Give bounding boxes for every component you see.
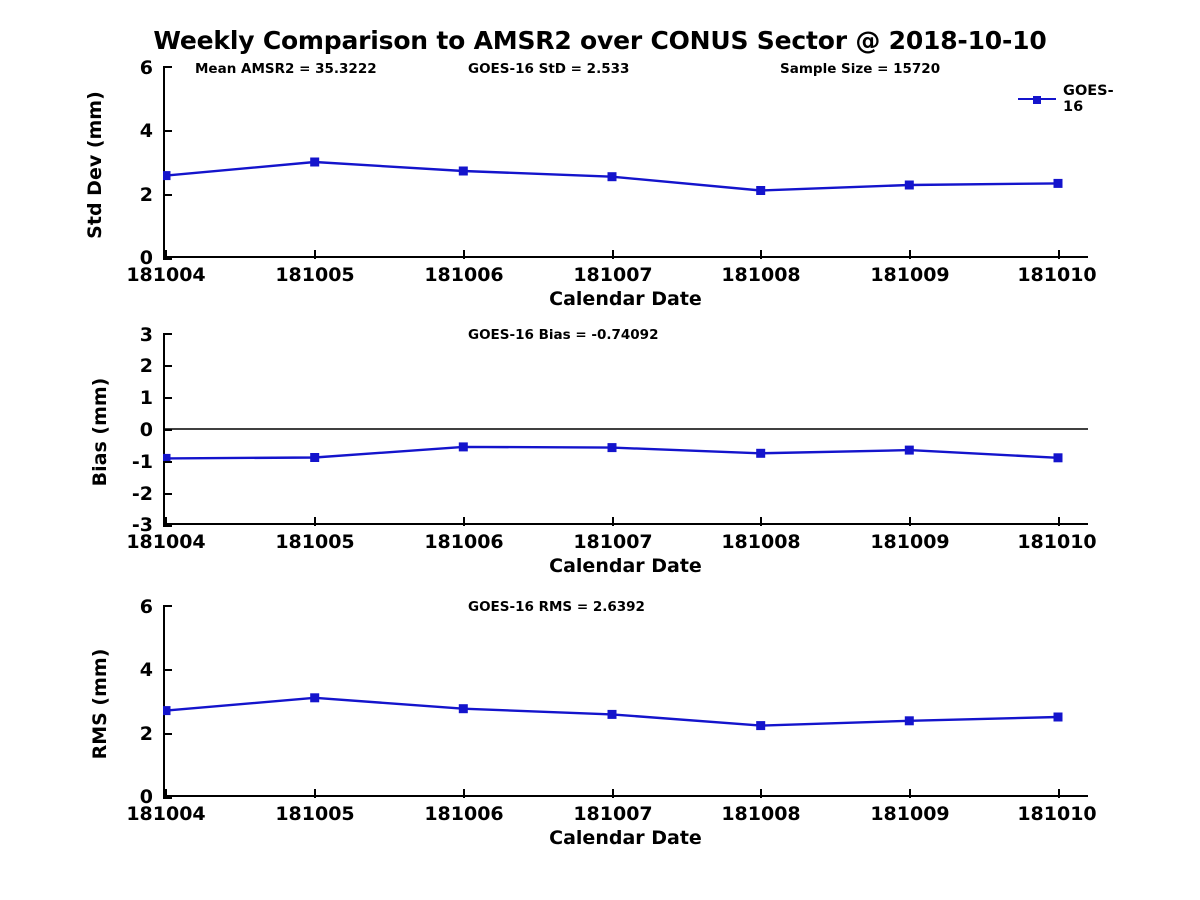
annotation-bias: GOES-16 Bias = -0.74092 (468, 327, 659, 343)
ytick-label-bias-m1: -1 (131, 451, 153, 473)
xtick-label-bias-0: 181004 (126, 531, 206, 553)
xtick-mark (909, 517, 911, 526)
xtick-label-std-1: 181005 (275, 264, 355, 286)
ytick-label-rms-6: 6 (139, 596, 153, 618)
xtick-label-rms-4: 181008 (721, 803, 801, 825)
annotation-mean-amsr2: Mean AMSR2 = 35.3222 (195, 61, 377, 77)
xtick-mark (165, 517, 167, 526)
xtick-mark (314, 250, 316, 259)
ytick-label-std-6: 6 (139, 57, 153, 79)
ytick-label-bias-m2: -2 (131, 483, 153, 505)
xtick-mark (909, 250, 911, 259)
ytick-label-bias-1: 1 (139, 387, 153, 409)
xtick-mark (314, 517, 316, 526)
xtick-label-rms-0: 181004 (126, 803, 206, 825)
ytick-mark (163, 130, 172, 132)
annotation-sample-size: Sample Size = 15720 (780, 61, 941, 77)
xtick-label-bias-5: 181009 (870, 531, 950, 553)
series-line-std-dev (163, 66, 1088, 258)
axis-label-y-bias: Bias (mm) (89, 377, 111, 487)
series-line-rms (163, 605, 1088, 797)
xtick-label-std-4: 181008 (721, 264, 801, 286)
page-title: Weekly Comparison to AMSR2 over CONUS Sector @ 2018-10-10 (153, 26, 1047, 55)
xtick-mark (1058, 517, 1060, 526)
ytick-mark (163, 66, 172, 68)
xtick-label-std-2: 181006 (424, 264, 504, 286)
panel-bias (89, 324, 1097, 577)
xtick-mark (165, 789, 167, 798)
ytick-mark (163, 365, 172, 367)
xtick-mark (314, 789, 316, 798)
xtick-mark (612, 517, 614, 526)
ytick-mark (163, 194, 172, 196)
ytick-mark (163, 733, 172, 735)
ytick-label-bias-0: 0 (139, 419, 153, 441)
xtick-label-bias-2: 181006 (424, 531, 504, 553)
xtick-label-bias-4: 181008 (721, 531, 801, 553)
axis-label-x-rms: Calendar Date (549, 827, 702, 849)
xtick-label-bias-1: 181005 (275, 531, 355, 553)
ytick-label-bias-2: 2 (139, 355, 153, 377)
series-line-bias (163, 333, 1088, 525)
ytick-mark (163, 333, 172, 335)
axis-label-y-rms: RMS (mm) (89, 648, 111, 760)
xtick-label-std-6: 181010 (1017, 264, 1097, 286)
xtick-mark (612, 789, 614, 798)
xtick-label-std-5: 181009 (870, 264, 950, 286)
xtick-mark (760, 517, 762, 526)
xtick-mark (909, 789, 911, 798)
xtick-mark (760, 250, 762, 259)
xtick-label-bias-6: 181010 (1017, 531, 1097, 553)
xtick-mark (1058, 789, 1060, 798)
xtick-mark (760, 789, 762, 798)
ytick-mark (163, 669, 172, 671)
xtick-label-std-3: 181007 (573, 264, 653, 286)
xtick-label-rms-2: 181006 (424, 803, 504, 825)
panel-rms (89, 596, 1097, 849)
legend (1018, 83, 1122, 115)
ytick-mark (163, 397, 172, 399)
xtick-mark (463, 250, 465, 259)
xtick-label-rms-3: 181007 (573, 803, 653, 825)
xtick-mark (165, 250, 167, 259)
ytick-label-rms-0: 0 (139, 786, 153, 808)
xtick-label-std-0: 181004 (126, 264, 206, 286)
ytick-label-bias-3: 3 (139, 324, 153, 346)
axis-label-y-std-dev: Std Dev (mm) (84, 91, 106, 239)
ytick-mark (163, 605, 172, 607)
xtick-label-bias-3: 181007 (573, 531, 653, 553)
ytick-label-rms-4: 4 (139, 659, 153, 681)
ytick-label-std-2: 2 (139, 184, 153, 206)
panel-std-dev (84, 57, 1114, 310)
legend-line-icon (1018, 98, 1056, 100)
axis-label-x-std-dev: Calendar Date (549, 288, 702, 310)
xtick-label-rms-5: 181009 (870, 803, 950, 825)
xtick-mark (612, 250, 614, 259)
xtick-mark (463, 517, 465, 526)
ytick-label-std-0: 0 (139, 247, 153, 269)
xtick-mark (1058, 250, 1060, 259)
ytick-label-std-4: 4 (139, 120, 153, 142)
axis-label-x-bias: Calendar Date (549, 555, 702, 577)
ytick-mark (163, 493, 172, 495)
annotation-std: GOES-16 StD = 2.533 (468, 61, 630, 77)
legend-label-goes16: GOES-16 (1063, 83, 1114, 115)
xtick-label-rms-1: 181005 (275, 803, 355, 825)
xtick-label-rms-6: 181010 (1017, 803, 1097, 825)
ytick-label-rms-2: 2 (139, 723, 153, 745)
annotation-rms: GOES-16 RMS = 2.6392 (468, 599, 645, 615)
ytick-label-bias-m3: -3 (131, 514, 153, 536)
ytick-mark (163, 429, 172, 431)
xtick-mark (463, 789, 465, 798)
ytick-mark (163, 461, 172, 463)
